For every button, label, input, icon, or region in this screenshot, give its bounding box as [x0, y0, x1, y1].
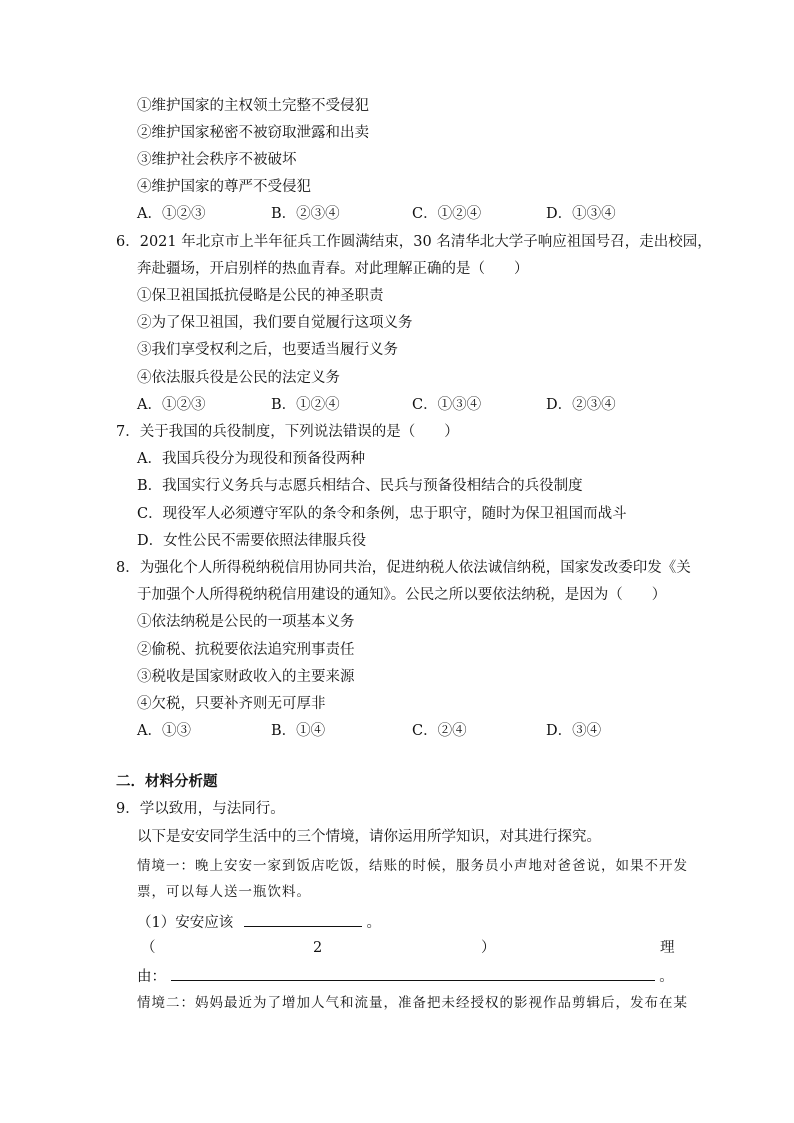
- statement-item: ①维护国家的主权领土完整不受侵犯: [137, 98, 369, 114]
- reason-end: 。: [659, 969, 674, 985]
- option-a: A．①②③: [137, 206, 206, 222]
- question-6-stem: 6．2021 年北京市上半年征兵工作圆满结束，30 名清华北大学子响应祖国号召，走出校园，: [116, 234, 712, 250]
- statement-item: ③我们享受权利之后，也要适当履行义务: [137, 342, 398, 358]
- scene-1-text-cont: 票，可以每人送一瓶饮料。: [137, 884, 311, 900]
- statement-item: ①保卫祖国抵抗侵略是公民的神圣职责: [137, 288, 384, 304]
- option-c: C．①③④: [412, 397, 482, 413]
- sub-question-1-suffix: 。: [366, 915, 381, 931]
- answer-blank[interactable]: [244, 911, 362, 927]
- statement-item: ①依法纳税是公民的一项基本义务: [137, 614, 355, 630]
- scene-1-text: 情境一：晚上安安一家到饭店吃饭，结账的时候，服务员小声地对爸爸说，如果不开发: [137, 858, 688, 874]
- sub-question-1: [137, 911, 381, 933]
- statement-item: ④依法服兵役是公民的法定义务: [137, 370, 340, 386]
- option-b: B．②③④: [271, 206, 340, 222]
- statement-item: ③税收是国家财政收入的主要来源: [137, 669, 355, 685]
- sub-question-2-close: ）: [481, 940, 496, 956]
- option-c: C．②④: [412, 723, 467, 739]
- option-d: D．②③④: [546, 397, 616, 413]
- sub-question-2-number: 2: [313, 940, 323, 956]
- statement-item: ②为了保卫祖国，我们要自觉履行这项义务: [137, 315, 413, 331]
- choice-c: C．现役军人必须遵守军队的条令和条例，忠于职守，随时为保卫祖国而战斗: [137, 506, 627, 522]
- reason-label: 由：: [137, 969, 166, 985]
- option-b: B．①②④: [271, 397, 340, 413]
- scene-2-text: 情境二：妈妈最近为了增加人气和流量，准备把未经授权的影视作品剪辑后，发布在某: [137, 995, 688, 1011]
- statement-item: ②维护国家秘密不被窃取泄露和出卖: [137, 125, 369, 141]
- sub-question-1-prefix: （1）安安应该: [137, 915, 234, 931]
- statement-item: ④欠税，只要补齐则无可厚非: [137, 696, 326, 712]
- option-d: D．③④: [546, 723, 602, 739]
- section-title: 二．材料分析题: [116, 773, 218, 790]
- statement-item: ③维护社会秩序不被破坏: [137, 152, 297, 168]
- option-b: B．①④: [271, 723, 326, 739]
- option-a: A．①③: [137, 723, 191, 739]
- sub-question-2-open: （: [141, 940, 156, 956]
- choice-a: A．我国兵役分为现役和预备役两种: [137, 451, 365, 467]
- question-9-intro: 以下是安安同学生活中的三个情境，请你运用所学知识，对其进行探究。: [137, 829, 601, 845]
- choice-b: B．我国实行义务兵与志愿兵相结合、民兵与预备役相结合的兵役制度: [137, 478, 583, 494]
- choice-d: D．女性公民不需要依照法律服兵役: [137, 533, 367, 549]
- statement-item: ②偷税、抗税要依法追究刑事责任: [137, 642, 355, 658]
- question-6-stem-cont: 奔赴疆场，开启别样的热血青春。对此理解正确的是（ ）: [137, 261, 529, 277]
- answer-blank[interactable]: [171, 965, 655, 981]
- sub-question-2-reason: [137, 965, 674, 987]
- question-9-stem: 9．学以致用，与法同行。: [116, 801, 285, 817]
- question-8-stem: 8．为强化个人所得税纳税信用协同共治，促进纳税人依法诚信纳税，国家发改委印发《关: [116, 560, 691, 576]
- question-8-stem-cont: 于加强个人所得税纳税信用建设的通知》。公民之所以要依法纳税，是因为（ ）: [137, 587, 667, 603]
- question-7-stem: 7．关于我国的兵役制度，下列说法错误的是（ ）: [116, 424, 459, 440]
- option-d: D．①③④: [546, 206, 616, 222]
- statement-item: ④维护国家的尊严不受侵犯: [137, 179, 311, 195]
- option-c: C．①②④: [412, 206, 482, 222]
- option-a: A．①②③: [137, 397, 206, 413]
- sub-question-2-label-char: 理: [660, 940, 675, 956]
